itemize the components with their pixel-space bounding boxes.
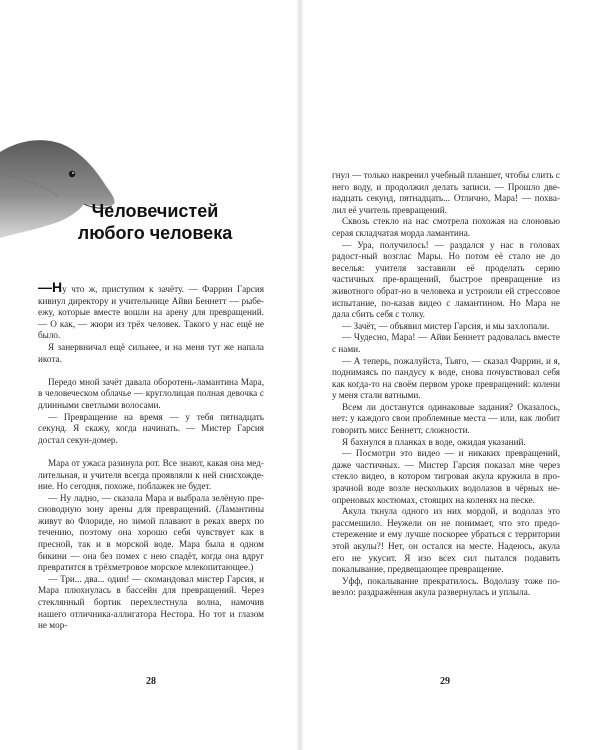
paragraph: Я занервничал ещё сильнее, и на меня тут же напала икота. — [38, 341, 264, 364]
page-number-right: 29 — [440, 676, 450, 687]
paragraph: гнул — только накренил учебный планшет, чтобы слить с него воду, и продолжил делать записи. — Прошло две-надцать секунд, пятнадцать... Отлично, Мара! — похва-лил её учитель превращений. — [332, 170, 560, 215]
paragraph: Передо мной зачёт давала оборотень-ламантина Мара, в человеческом облачье — круглолицая полная девочка с длинными светлыми волосами. — [38, 376, 264, 410]
paragraph: Мара от ужаса разинула рот. Все знают, какая она мед-лительная, и учителя всегда проявляли к ней снисхожде-ние. Но сегодня, похоже, поблажек не будет. — [38, 457, 264, 492]
page-number-left: 28 — [146, 676, 156, 687]
paragraph: Я бахнулся в планках в воде, ожидая указаний. — [342, 436, 526, 447]
chapter-title — [50, 200, 260, 244]
paragraph: — Превращение на время — у тебя пятнадцать секунд. Я скажу, когда начинать. — Мистер Гарсия достал секун-домер. — [38, 411, 264, 445]
paragraph: — Чудесно, Мара! — Айви Беннетт радовалась вместе с нами. — [332, 332, 560, 354]
paragraph: Акула ткнула одного из них мордой, и водолаз это рассмешило. Неужели он не понимает, что это предо-стережение и ему лучше поскорее убраться с территории этой акулы?! Нет, он остался на месте. Надеюсь, акула его не укусит. Я изо всех сил пытался подавить покалывание, предвещающее превращение. — [332, 506, 560, 575]
drop-cap: —Н — [38, 279, 63, 295]
paragraph: — Ура, получилось! — раздался у нас в головах радост-ный возглас Мары. Но потом её стало не до веселья: учителя заставили её проделать серию частичных пре-вращений, быстрое превращение из животного обрат-но в человека и устроили ей стрессовое испытание, по-казав видео с ламантином. Но Мара не дала сбить себя с толку. — [332, 239, 560, 320]
left-page — [0, 0, 296, 750]
paragraph: Всем ли достанутся одинаковые задания? Оказалось, нет: у каждого свои проблемные места — или, как любит говорить мисс Беннетт, сложности. — [332, 401, 560, 436]
chapter-title-line-2: любого человека — [77, 223, 233, 243]
right-page-text — [332, 170, 560, 599]
paragraph: Уфф, покалывание прекратилось. Водолазу тоже по-везло: раздражённая акула развернулась и уплыла. — [332, 575, 560, 598]
paragraph: Сквозь стекло на нас смотрела похожая на слоновью серая складчатая морда ламантина. — [332, 216, 560, 238]
paragraph: —Ну что ж, приступим к зачёту. — Фаррин Гарсия кивнул директору и учительнице Айви Беннетт — рыбе-ежу, которые вместе вошли на арену для превращений. — О как, — жюри из трёх человек. Такого у нас ещё не было. — [38, 279, 264, 341]
book-gutter — [296, 0, 304, 750]
paragraph: — Ну ладно, — сказала Мара и выбрала зелёную пре-сноводную зону арены для превращений. (Ламантины живут во Флориде, но зимой плавают в реках вверх по течению, поэтому она хорошо себя чувствует как в пресной, так и в морской воде. Мара была в одном бикини — она без помех с нею спадёт, когда она вдруг превратится в трёхметровое морское млекопитающее.) — [38, 492, 264, 573]
right-page — [304, 0, 600, 750]
chapter-title-line-1: Человечистей — [91, 201, 219, 221]
left-page-text — [38, 279, 264, 632]
paragraph: — Зачёт, — объявил мистер Гарсия, и мы захлопали. — [342, 320, 550, 331]
paragraph: — А теперь, пожалуйста, Тьяго, — сказал Фаррин, и я, поднимаясь по пандусу к воде, снова почувствовал себя как когда-то на своём первом уроке превращений: колени у меня стали ватными. — [332, 355, 560, 401]
paragraph: — Три... два... один! — скомандовал мистер Гарсия, и Мара плюхнулась в бассейн для превращений. Через стеклянный бортик перехлестнула волна, намочив нашего отличника-аллигатора Нестора. Но тот и глазом не мор- — [38, 573, 264, 631]
paragraph: — Посмотри это видео — и никаких превращений, даже частичных. — Мистер Гарсия показал мне через стекло видео, в котором тигровая акула кружила в про-зрачной воде возле нескольких водолазов в чёрных не-опреновых костюмах, стоящих на коленях на песке. — [332, 448, 560, 505]
